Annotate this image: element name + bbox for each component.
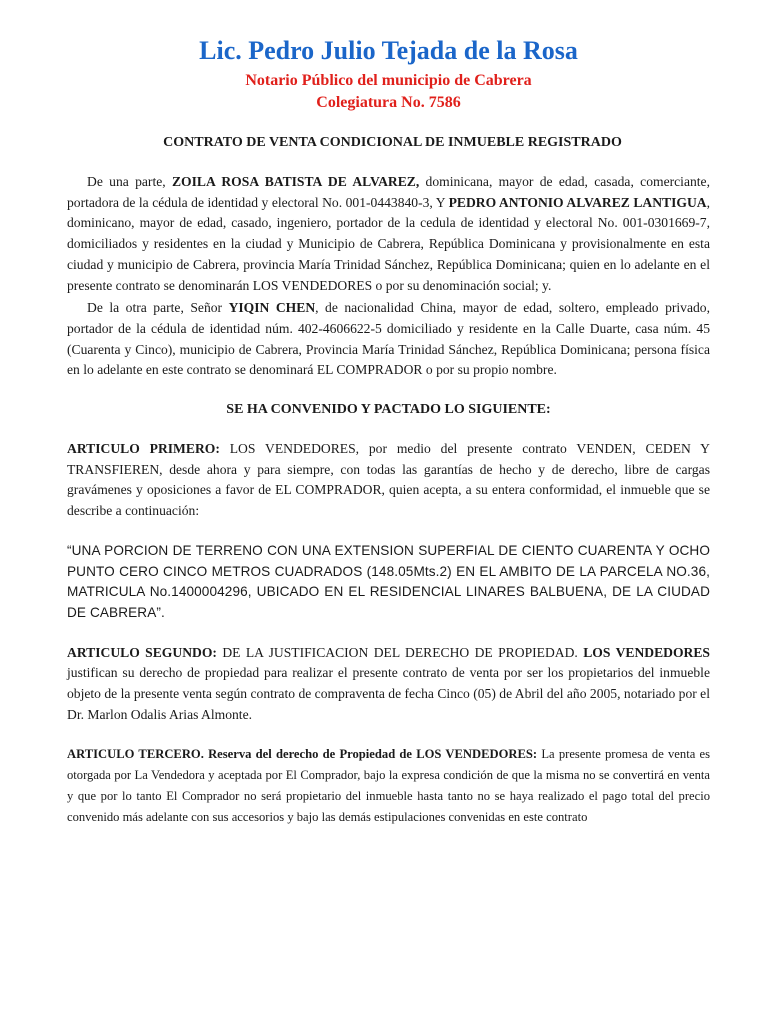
notary-office: Notario Público del municipio de Cabrera [245,72,532,89]
buyer-name: YIQIN CHEN [228,300,316,316]
notary-registration: Colegiatura No. 7586 [316,94,461,111]
parties-buyer-paragraph [67,298,710,381]
text-run: De una parte, [87,174,172,189]
agreement-heading: SE HA CONVENIDO Y PACTADO LO SIGUIENTE: [226,402,551,418]
seller-name-2: PEDRO ANTONIO ALVAREZ LANTIGUA [448,194,707,210]
contract-title: CONTRATO DE VENTA CONDICIONAL DE INMUEBLE REGISTRADO [163,135,622,150]
property-description-quote: “UNA PORCION DE TERRENO CON UNA EXTENSION SUPERFIAL DE CIENTO CUARENTA Y OCHO PUNTO CERO CINCO METROS CUADRADOS (148.05Mts.2) EN EL AMBITO DE LA PARCELA NO.36, MATRICULA No.1400004296, UBICADO EN EL RESIDENCIAL LINARES BALBUENA, DE LA CIUDAD DE CABRERA”. [67,542,710,620]
text-run: justifican su derecho de propiedad para realizar el presente contrato de venta por ser los propietarios del inmueble objeto de la presente venta según contrato de compraventa de fecha Cinco (05) de Abril del año 2005, notariado por el Dr. Marlon Odalis Arias Almonte. [67,665,710,722]
text-run: dominicana, mayor de edad, casada, comerciante, portadora de la cédula de identidad y electoral No. 001-0443840-3, Y [67,174,710,210]
article-label: ARTICULO SEGUNDO: [67,644,217,660]
text-run: , dominicano, mayor de edad, casado, ingeniero, portador de la cedula de identidad y electoral No. 001-0301669-7, domiciliados y residentes en la ciudad y Municipio de Cabrera, República Dominicana y provisionalmente en esta ciudad y municipio de Cabrera, provincia María Trinidad Sánchez, República Dominicana; quien en lo adelante en el presente contrato se denominarán LOS VENDEDORES o por su denominación social; y. [67,194,710,293]
seller-name-1: ZOILA ROSA BATISTA DE ALVAREZ, [171,174,420,189]
parties-seller-paragraph [67,172,710,296]
article-heading: Reserva del derecho de Propiedad de LOS VENDEDORES: [203,747,538,762]
article-second [67,643,710,726]
text-run: LOS VENDEDORES, por medio del presente contrato VENDEN, CEDEN Y TRANSFIEREN, desde ahora y para siempre, con todas las garantías de hecho y de derecho, libre de cargas gravámenes y oposiciones a favor de EL COMPRADOR, quien acepta, a su entera conformidad, el inmueble que se describe a continuación: [67,441,710,519]
article-first [67,439,710,522]
text-run: DE LA JUSTIFICACION DEL DERECHO DE PROPIEDAD. [216,644,584,660]
article-third [67,744,710,827]
text-run: La presente promesa de venta es otorgada por La Vendedora y aceptada por El Comprador, bajo la expresa condición de que la misma no se convertirá en venta y que por lo tanto El Comprador no será propietario del inmueble hasta tanto no se haya realizado el pago total del precio convenido más adelante con sus accesorios y bajo las demás estipulaciones convenidas en este contrato [67,747,710,824]
text-run: De la otra parte, Señor [87,300,229,316]
text-run: , de nacionalidad China, mayor de edad, soltero, empleado privado, portador de la cédula de identidad núm. 402-4606622-5 domiciliado y residente en la Calle Duarte, casa núm. 45 (Cuarenta y Cinco), municipio de Cabrera, Provincia María Trinidad Sánchez, República Dominicana; persona física en lo adelante en este contrato se denominará EL COMPRADOR o por su propio nombre. [67,300,710,378]
sellers-bold: LOS VENDEDORES [583,644,710,660]
article-label: ARTICULO TERCERO. [67,747,204,762]
notary-name: Lic. Pedro Julio Tejada de la Rosa [199,36,578,65]
article-label: ARTICULO PRIMERO: [67,441,220,457]
